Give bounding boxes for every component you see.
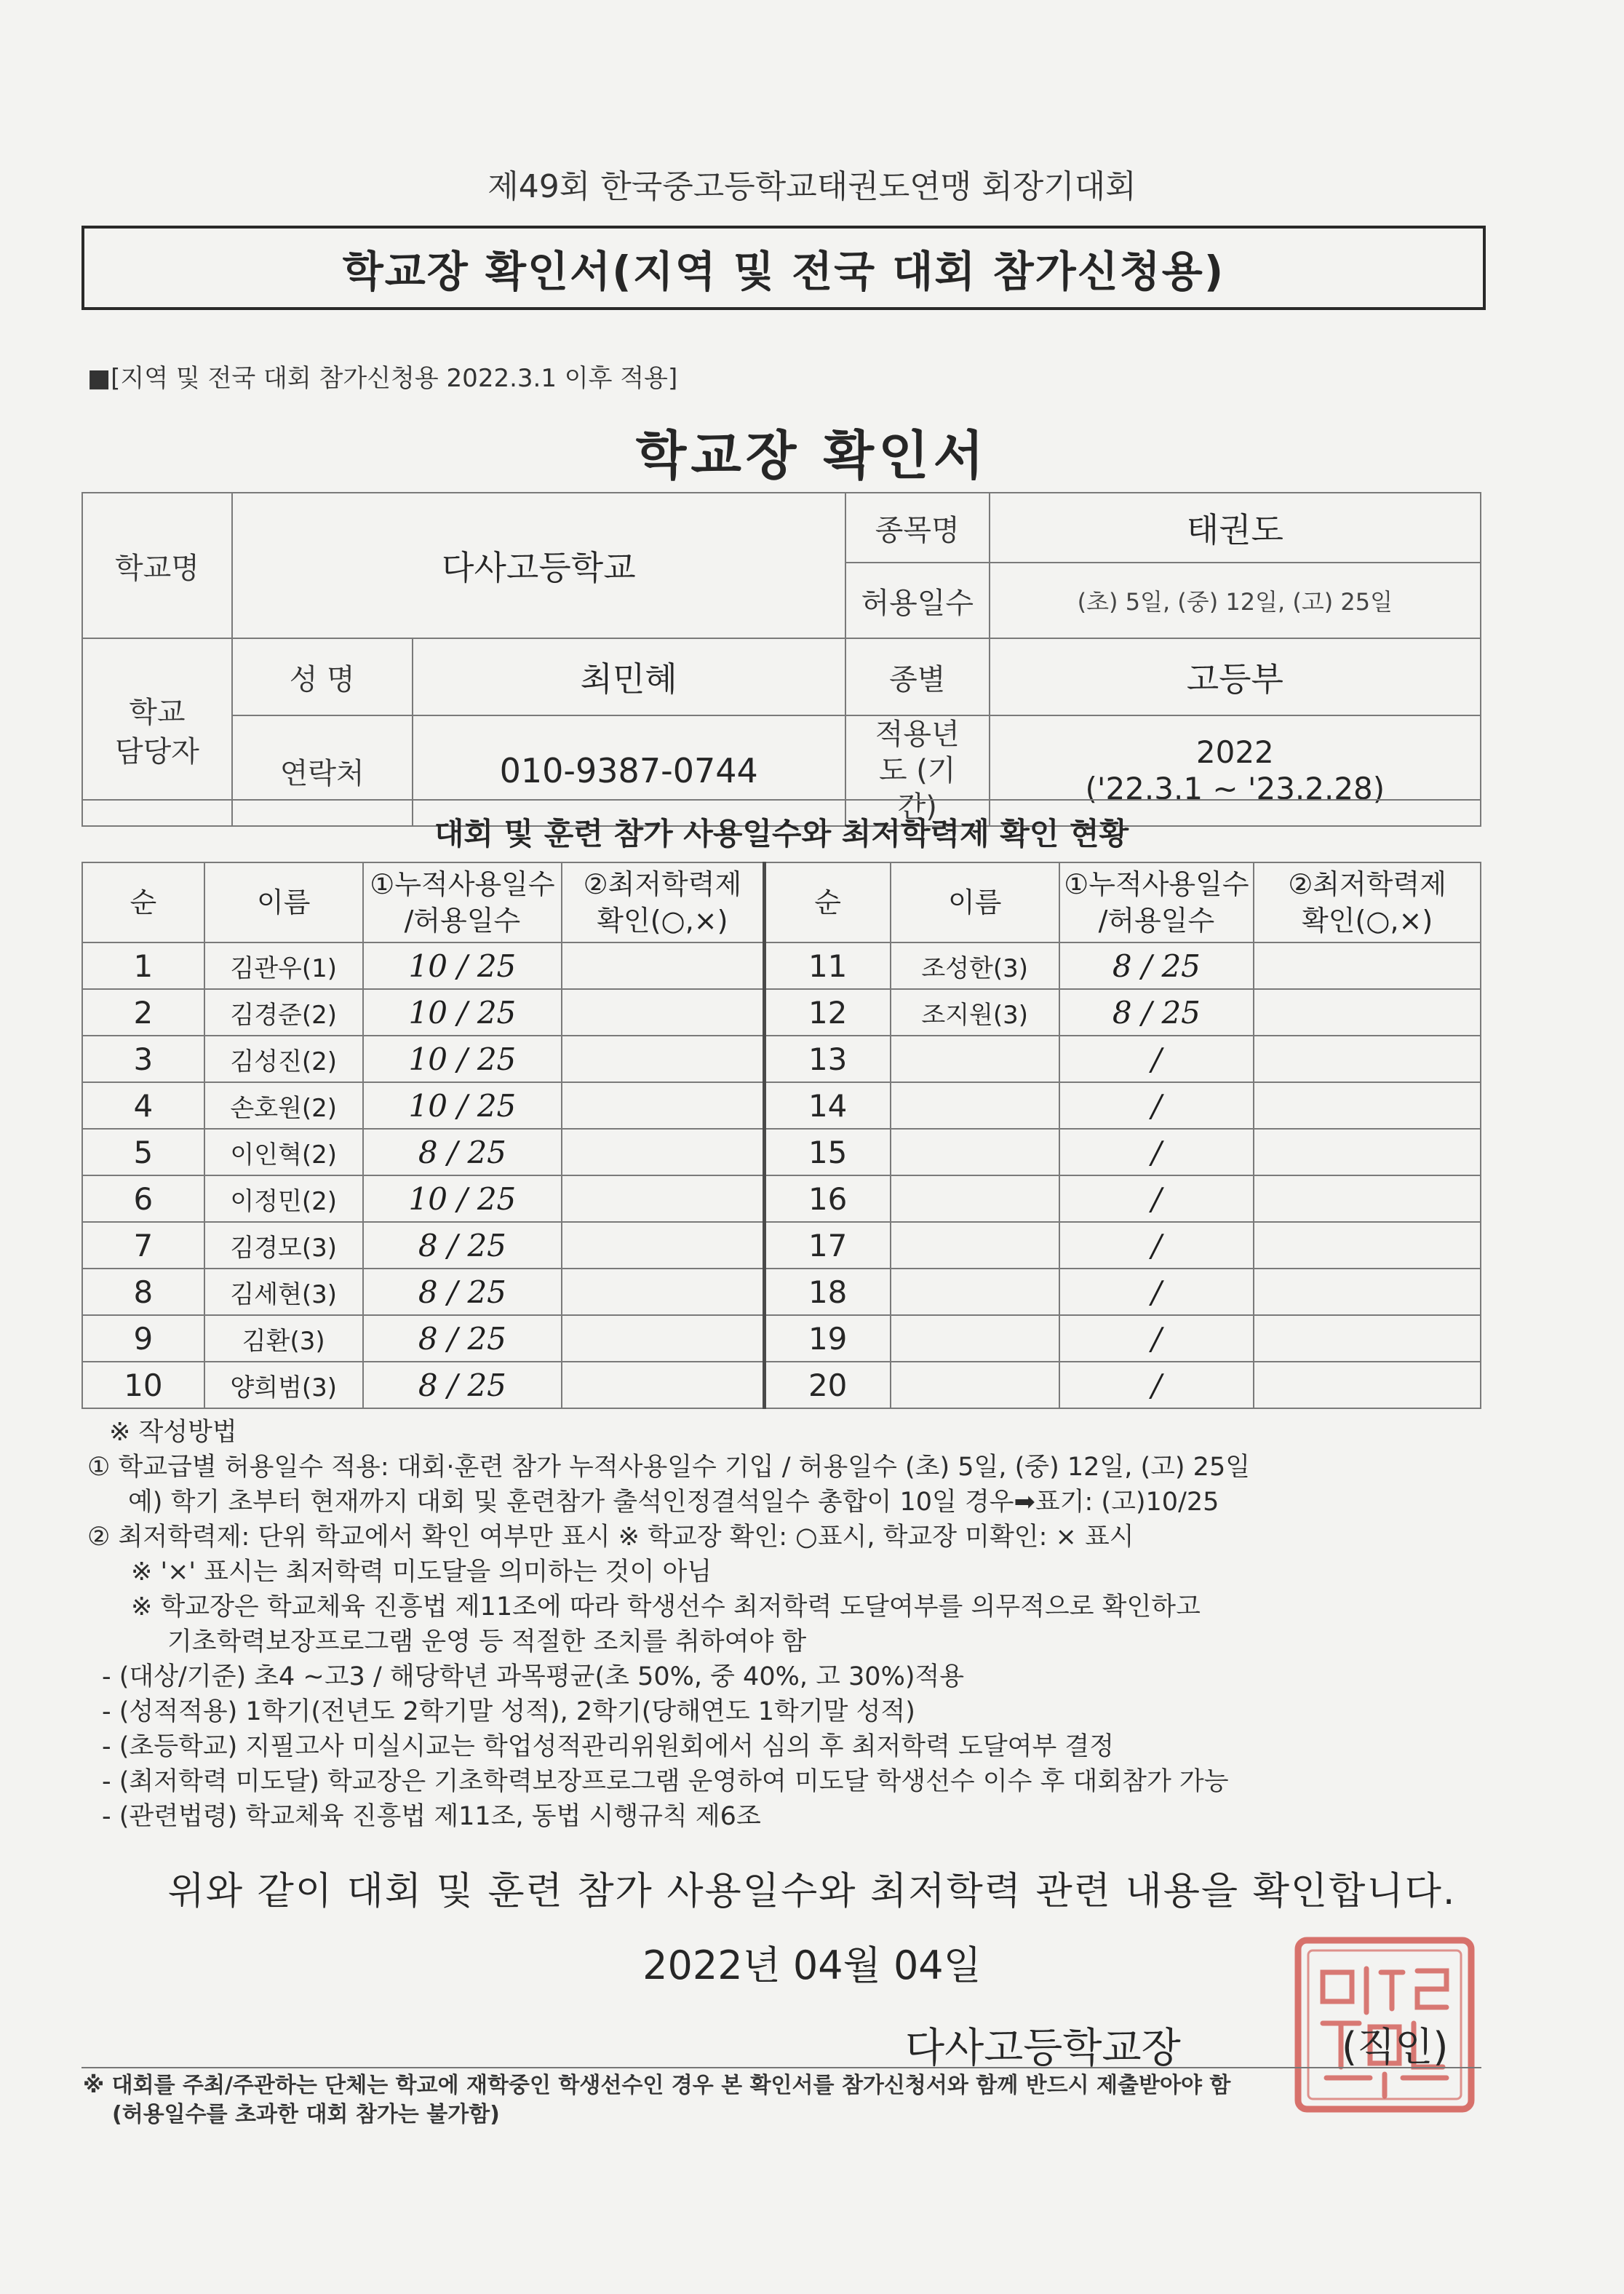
usage-days: / bbox=[1059, 1315, 1254, 1362]
roster-table bbox=[81, 862, 1481, 1409]
col-header-check bbox=[562, 862, 764, 942]
col-header-no-right: 순 bbox=[764, 862, 891, 942]
athlete-name: 이정민(2) bbox=[204, 1175, 363, 1222]
academic-check bbox=[562, 1315, 764, 1362]
table-row bbox=[82, 1269, 1481, 1315]
col-header-name-right: 이름 bbox=[891, 862, 1059, 942]
academic-check bbox=[562, 1175, 764, 1222]
instructions-line: - (성적적용) 1학기(전년도 2학기말 성적), 2학기(당해연도 1학기말 성적) bbox=[102, 1697, 915, 1726]
period-value: ('22.3.1 ~ '23.2.28) bbox=[1085, 771, 1385, 806]
instructions-line: 기초학력보장프로그램 운영 등 적절한 조치를 취하여야 함 bbox=[167, 1627, 807, 1656]
usage-days: / bbox=[1059, 1362, 1254, 1408]
sport-label: 종목명 bbox=[845, 493, 990, 563]
instructions-line: - (최저학력 미도달) 학교장은 기초학력보장프로그램 운영하여 미도달 학생선수 이수 후 대회참가 가능 bbox=[102, 1767, 1229, 1796]
academic-check bbox=[1254, 989, 1481, 1036]
row-number: 1 bbox=[82, 942, 204, 989]
confirmation-date: 2022년 04월 04일 bbox=[642, 1942, 982, 1988]
table-row bbox=[82, 1315, 1481, 1362]
allowed-days-value: (초) 5일, (중) 12일, (고) 25일 bbox=[990, 563, 1481, 638]
row-number: 7 bbox=[82, 1222, 204, 1269]
table-row bbox=[82, 1036, 1481, 1082]
instructions-line: ② 최저학력제: 단위 학교에서 확인 여부만 표시 ※ 학교장 확인: ○표시, 학교장 미확인: × 표시 bbox=[87, 1523, 1134, 1552]
athlete-name: 조지원(3) bbox=[891, 989, 1059, 1036]
academic-check bbox=[562, 1036, 764, 1082]
usage-days: 8 / 25 bbox=[363, 1222, 562, 1269]
athlete-name: 김관우(1) bbox=[204, 942, 363, 989]
academic-check bbox=[1254, 1036, 1481, 1082]
athlete-name bbox=[891, 1175, 1059, 1222]
athlete-name bbox=[891, 1269, 1059, 1315]
table-row bbox=[82, 1082, 1481, 1129]
row-number: 10 bbox=[82, 1362, 204, 1408]
usage-days: 8 / 25 bbox=[1059, 942, 1254, 989]
athlete-name bbox=[891, 1082, 1059, 1129]
roster-body bbox=[82, 942, 1481, 1408]
usage-days: 8 / 25 bbox=[363, 1362, 562, 1408]
row-number: 2 bbox=[82, 989, 204, 1036]
academic-check bbox=[1254, 1222, 1481, 1269]
year-value: 2022 bbox=[1195, 734, 1274, 770]
academic-check bbox=[1254, 942, 1481, 989]
row-number: 8 bbox=[82, 1269, 204, 1315]
table-row bbox=[82, 1222, 1481, 1269]
col-header-usage-right-line2: /허용일수 bbox=[1098, 905, 1215, 937]
usage-days: 8 / 25 bbox=[363, 1269, 562, 1315]
academic-check bbox=[1254, 1362, 1481, 1408]
contact-phone-value: 010-9387-0744 bbox=[413, 715, 845, 826]
academic-check bbox=[562, 1222, 764, 1269]
confirmation-statement: 위와 같이 대회 및 훈련 참가 사용일수와 최저학력 관련 내용을 확인합니다. bbox=[167, 1870, 1457, 1913]
row-number: 19 bbox=[764, 1315, 891, 1362]
row-number: 17 bbox=[764, 1222, 891, 1269]
instructions-line: ※ 학교장은 학교체육 진흥법 제11조에 따라 학생선수 최저학력 도달여부를 의무적으로 확인하고 bbox=[131, 1592, 1201, 1622]
contact-group-label: 학교 담당자 bbox=[82, 638, 232, 826]
table-row bbox=[82, 942, 1481, 989]
row-number: 12 bbox=[764, 989, 891, 1036]
col-header-check-right-line1: ②최저학력제 bbox=[1288, 868, 1446, 900]
athlete-name: 손호원(2) bbox=[204, 1082, 363, 1129]
col-header-usage bbox=[363, 862, 562, 942]
school-info-table bbox=[81, 492, 1481, 827]
academic-check bbox=[562, 989, 764, 1036]
allowed-days-label: 허용일수 bbox=[845, 563, 990, 638]
athlete-name bbox=[891, 1315, 1059, 1362]
instructions-line: 예) 학기 초부터 현재까지 대회 및 훈련참가 출석인정결석일수 총합이 10일 경우➡표기: (고)10/25 bbox=[128, 1488, 1219, 1517]
row-number: 20 bbox=[764, 1362, 891, 1408]
status-title: 대회 및 훈련 참가 사용일수와 최저학력제 확인 현황 bbox=[81, 799, 1481, 863]
division-value: 고등부 bbox=[990, 638, 1481, 715]
academic-check bbox=[1254, 1269, 1481, 1315]
roster-header-row bbox=[82, 862, 1481, 942]
footnote-line: (허용일수를 초과한 대회 참가는 불가함) bbox=[112, 2102, 500, 2127]
instructions bbox=[87, 1415, 1499, 1834]
usage-days: 8 / 25 bbox=[363, 1129, 562, 1175]
academic-check bbox=[562, 942, 764, 989]
col-header-usage-line2: /허용일수 bbox=[404, 905, 521, 937]
contact-phone-label: 연락처 bbox=[232, 715, 413, 826]
school-name-label: 학교명 bbox=[82, 493, 232, 638]
athlete-name bbox=[891, 1222, 1059, 1269]
principal-name: 다사고등학교장 bbox=[905, 2025, 1181, 2072]
footnote bbox=[83, 2071, 1487, 2130]
usage-days: / bbox=[1059, 1036, 1254, 1082]
row-number: 13 bbox=[764, 1036, 891, 1082]
usage-days: / bbox=[1059, 1082, 1254, 1129]
athlete-name: 김경준(2) bbox=[204, 989, 363, 1036]
instructions-line: ※ '×' 표시는 최저학력 미도달을 의미하는 것이 아님 bbox=[131, 1557, 712, 1587]
col-header-usage-right bbox=[1059, 862, 1254, 942]
row-number: 15 bbox=[764, 1129, 891, 1175]
event-title: 제49회 한국중고등학교태권도연맹 회장기대회 bbox=[487, 168, 1137, 205]
contact-name-label: 성 명 bbox=[232, 638, 413, 715]
col-header-check-right-line2: 확인(○,×) bbox=[1302, 905, 1433, 937]
row-number: 5 bbox=[82, 1129, 204, 1175]
academic-check bbox=[1254, 1129, 1481, 1175]
athlete-name: 김경모(3) bbox=[204, 1222, 363, 1269]
main-title: 학교장 확인서 bbox=[635, 425, 989, 486]
usage-days: / bbox=[1059, 1222, 1254, 1269]
applicability-note: ■[지역 및 전국 대회 참가신청용 2022.3.1 이후 적용] bbox=[87, 364, 678, 393]
athlete-name bbox=[891, 1129, 1059, 1175]
footnote-line: ※ 대회를 주최/주관하는 단체는 학교에 재학중인 학생선수인 경우 본 확인서를 참가신청서와 함께 반드시 제출받아야 함 bbox=[83, 2073, 1231, 2098]
row-number: 14 bbox=[764, 1082, 891, 1129]
col-header-check-line1: ②최저학력제 bbox=[583, 868, 742, 900]
row-number: 9 bbox=[82, 1315, 204, 1362]
row-number: 6 bbox=[82, 1175, 204, 1222]
seal-label: (직인) bbox=[1342, 2024, 1449, 2070]
row-number: 16 bbox=[764, 1175, 891, 1222]
document-title-box bbox=[81, 226, 1486, 310]
athlete-name: 이인혁(2) bbox=[204, 1129, 363, 1175]
division-label: 종별 bbox=[845, 638, 990, 715]
usage-days: 8 / 25 bbox=[363, 1315, 562, 1362]
usage-days: / bbox=[1059, 1129, 1254, 1175]
athlete-name bbox=[891, 1362, 1059, 1408]
usage-days: 8 / 25 bbox=[1059, 989, 1254, 1036]
instructions-line: - (관련법령) 학교체육 진흥법 제11조, 동법 시행규칙 제6조 bbox=[102, 1802, 761, 1831]
col-header-name: 이름 bbox=[204, 862, 363, 942]
academic-check bbox=[1254, 1175, 1481, 1222]
academic-check bbox=[562, 1362, 764, 1408]
instructions-line: - (대상/기준) 초4 ~고3 / 해당학년 과목평균(초 50%, 중 40%, 고 30%)적용 bbox=[102, 1662, 965, 1691]
table-row bbox=[82, 989, 1481, 1036]
usage-days: 10 / 25 bbox=[363, 1175, 562, 1222]
col-header-check-right bbox=[1254, 862, 1481, 942]
row-number: 11 bbox=[764, 942, 891, 989]
usage-days: 10 / 25 bbox=[363, 989, 562, 1036]
document-title: 학교장 확인서(지역 및 전국 대회 참가신청용) bbox=[342, 247, 1225, 296]
academic-check bbox=[562, 1082, 764, 1129]
usage-days: 10 / 25 bbox=[363, 1082, 562, 1129]
contact-name-value: 최민혜 bbox=[413, 638, 845, 715]
academic-check bbox=[1254, 1315, 1481, 1362]
col-header-check-line2: 확인(○,×) bbox=[597, 905, 728, 937]
sport-value: 태권도 bbox=[990, 493, 1481, 563]
instructions-line: ① 학교급별 허용일수 적용: 대회·훈련 참가 누적사용일수 기입 / 허용일수 (초) 5일, (중) 12일, (고) 25일 bbox=[87, 1453, 1251, 1482]
table-row bbox=[82, 1362, 1481, 1408]
instructions-line: - (초등학교) 지필고사 미실시교는 학업성적관리위원회에서 심의 후 최저학력 도달여부 결정 bbox=[102, 1732, 1115, 1761]
athlete-name: 김성진(2) bbox=[204, 1036, 363, 1082]
row-number: 3 bbox=[82, 1036, 204, 1082]
table-row bbox=[82, 1175, 1481, 1222]
usage-days: / bbox=[1059, 1269, 1254, 1315]
school-name-value: 다사고등학교 bbox=[232, 493, 845, 638]
usage-days: 10 / 25 bbox=[363, 942, 562, 989]
academic-check bbox=[562, 1129, 764, 1175]
athlete-name bbox=[891, 1036, 1059, 1082]
athlete-name: 김환(3) bbox=[204, 1315, 363, 1362]
table-row bbox=[82, 1129, 1481, 1175]
academic-check bbox=[1254, 1082, 1481, 1129]
athlete-name: 조성한(3) bbox=[891, 942, 1059, 989]
footer-divider bbox=[81, 2067, 1481, 2068]
col-header-usage-line1: ①누적사용일수 bbox=[370, 868, 555, 900]
athlete-name: 양희범(3) bbox=[204, 1362, 363, 1408]
row-number: 4 bbox=[82, 1082, 204, 1129]
academic-check bbox=[562, 1269, 764, 1315]
col-header-no: 순 bbox=[82, 862, 204, 942]
row-number: 18 bbox=[764, 1269, 891, 1315]
usage-days: 10 / 25 bbox=[363, 1036, 562, 1082]
athlete-name: 김세현(3) bbox=[204, 1269, 363, 1315]
instructions-heading: ※ 작성방법 bbox=[109, 1418, 237, 1447]
year-label: 적용년도 (기간) bbox=[845, 715, 990, 826]
usage-days: / bbox=[1059, 1175, 1254, 1222]
col-header-usage-right-line1: ①누적사용일수 bbox=[1064, 868, 1249, 900]
